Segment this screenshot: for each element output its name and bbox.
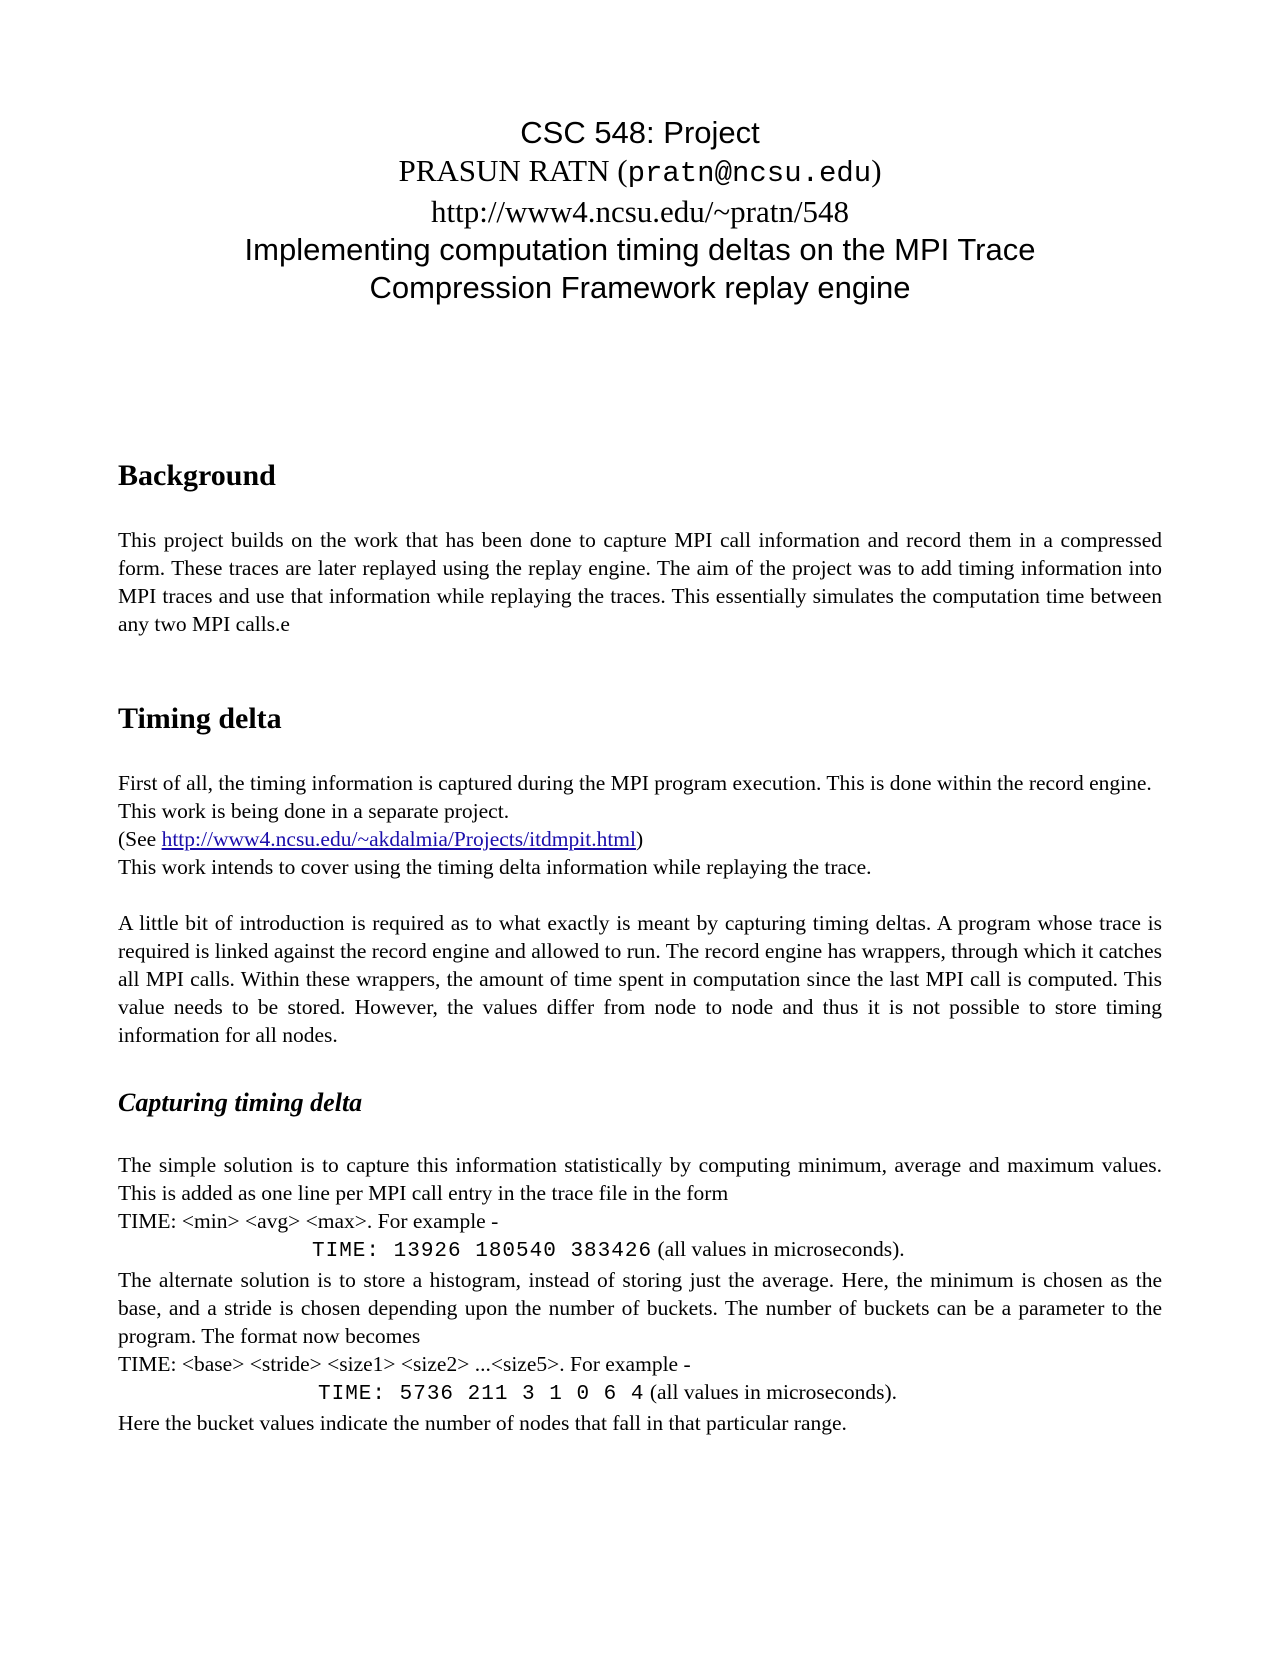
see-suffix: ) bbox=[636, 827, 644, 851]
capturing-paragraph-2: The alternate solution is to store a histogram, instead of storing just the average. Here, the minimum is chosen as the base, and a stride is chosen depending upon the number of buckets. The number of buckets can be a parameter to the program. The format now becomes bbox=[118, 1268, 1162, 1348]
background-heading: Background bbox=[118, 459, 276, 492]
example-line-1 bbox=[118, 1235, 1162, 1266]
timing-delta-paragraph-1-last: This work intends to cover using the timing delta information while replaying the trace. bbox=[118, 855, 872, 879]
see-reference bbox=[118, 825, 1162, 853]
timing-delta-heading: Timing delta bbox=[118, 702, 282, 735]
author-name: PRASUN RATN ( bbox=[398, 153, 628, 188]
project-title-line2: Compression Framework replay engine bbox=[369, 270, 911, 305]
example-code-2: TIME: 5736 211 3 1 0 6 4 bbox=[318, 1383, 645, 1406]
capturing-section bbox=[118, 1087, 1162, 1437]
title-block bbox=[0, 114, 1280, 307]
format-line-2: TIME: <base> <stride> <size1> <size2> ...<size5>. For example - bbox=[118, 1352, 691, 1376]
format-line-1: TIME: <min> <avg> <max>. For example - bbox=[118, 1209, 499, 1233]
course-title: CSC 548: Project bbox=[520, 115, 760, 150]
timing-delta-paragraph-1: First of all, the timing information is captured during the MPI program execution. This is done within the record engine. This work is being done in a separate project. bbox=[118, 771, 1152, 823]
example-line-2 bbox=[118, 1378, 1162, 1409]
example-code-1: TIME: 13926 180540 383426 bbox=[312, 1240, 653, 1263]
itdmpit-link[interactable]: http://www4.ncsu.edu/~akdalmia/Projects/itdmpit.html bbox=[161, 827, 637, 851]
capturing-paragraph-3: Here the bucket values indicate the number of nodes that fall in that particular range. bbox=[118, 1411, 847, 1435]
background-section bbox=[118, 458, 1162, 638]
project-title-line1: Implementing computation timing deltas on the MPI Trace bbox=[244, 232, 1036, 267]
author-line bbox=[0, 152, 1280, 193]
example-note-2: (all values in microseconds). bbox=[649, 1380, 898, 1404]
timing-delta-section bbox=[118, 701, 1162, 1049]
project-url: http://www4.ncsu.edu/~pratn/548 bbox=[430, 194, 849, 229]
author-email: pratn@ncsu.edu bbox=[627, 157, 872, 190]
background-paragraph: This project builds on the work that has been done to capture MPI call information and record them in a compressed form. These traces are later replayed using the replay engine. The aim of the project was to add timing information into MPI traces and use that information while replaying the traces. This essentially simulates the computation time between any two MPI calls.e bbox=[118, 528, 1162, 636]
capturing-paragraph-1: The simple solution is to capture this information statistically by computing minimum, average and maximum values. This is added as one line per MPI call entry in the trace file in the form bbox=[118, 1153, 1162, 1205]
see-prefix: (See bbox=[118, 827, 162, 851]
capturing-heading: Capturing timing delta bbox=[118, 1088, 363, 1117]
author-close: ) bbox=[871, 153, 882, 188]
timing-delta-paragraph-2: A little bit of introduction is required as to what exactly is meant by capturing timing deltas. A program whose trace is required is linked against the record engine and allowed to run. The record engine has wrappers, through which it catches all MPI calls. Within these wrappers, the amount of time spent in computation since the last MPI call is computed. This value needs to be stored. However, the values differ from node to node and thus it is not possible to store timing information for all nodes. bbox=[118, 911, 1162, 1047]
example-note-1: (all values in microseconds). bbox=[657, 1237, 905, 1261]
